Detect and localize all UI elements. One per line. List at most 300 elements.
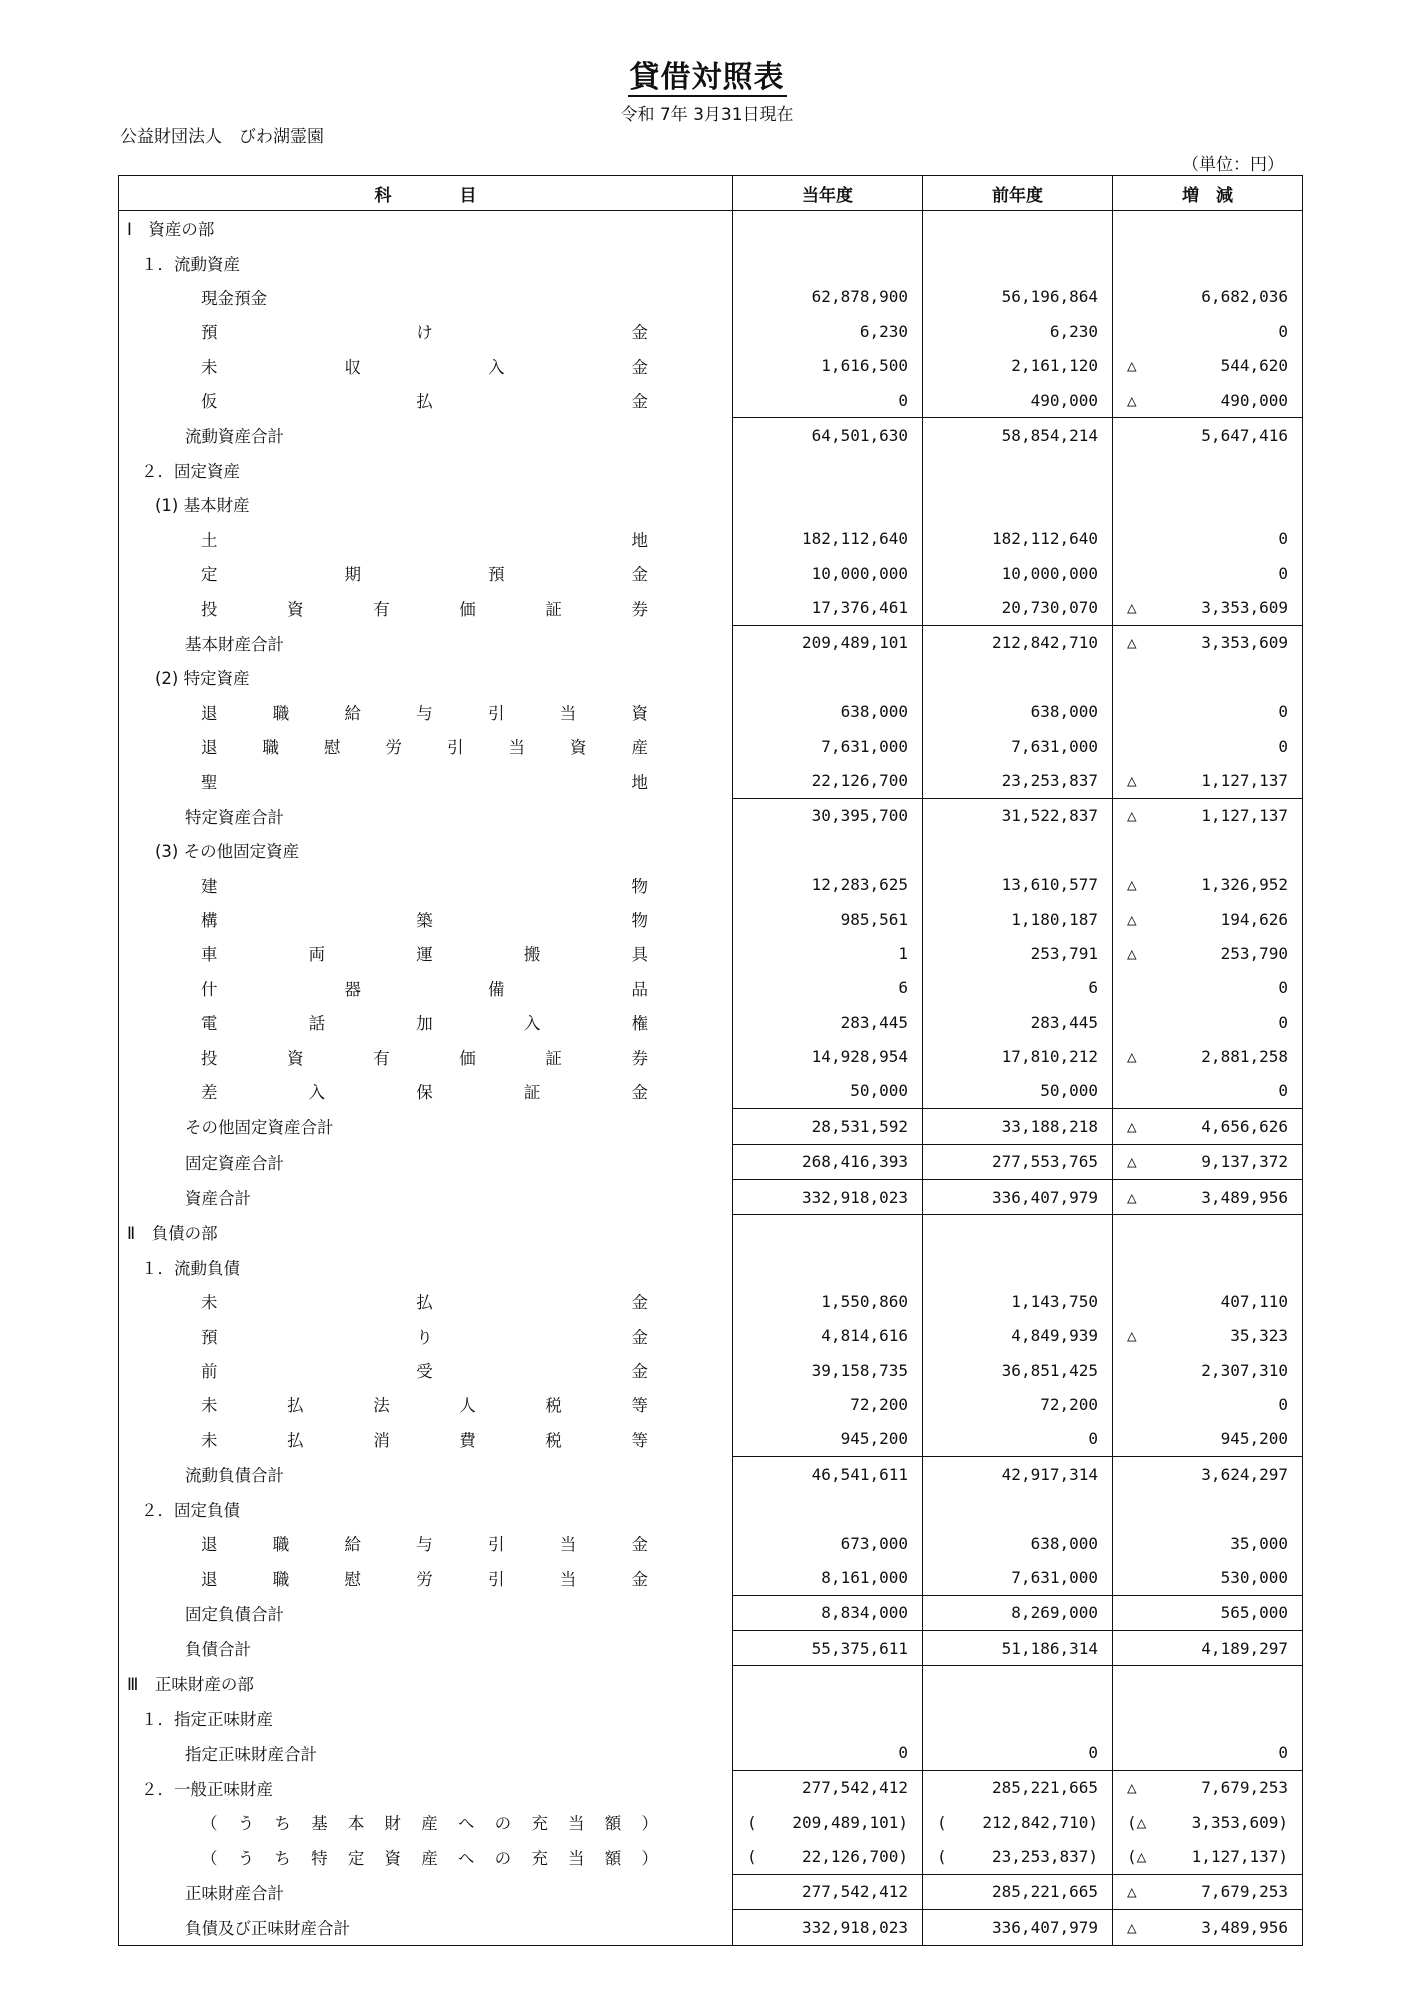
account-label-char: 投: [201, 599, 218, 619]
table-row: [119, 1284, 1303, 1318]
account-label-char: 収: [344, 357, 361, 377]
amount: 1,143,750: [1011, 1291, 1098, 1311]
previous-year-value: [923, 1319, 1113, 1353]
current-year-value: [733, 1250, 923, 1284]
account-label: [119, 833, 733, 867]
account-label: [119, 556, 733, 590]
account-label-char: 当: [559, 1535, 577, 1555]
account-label-char: 入: [488, 357, 505, 377]
amount: 30,395,700: [811, 806, 908, 826]
account-label: [119, 798, 733, 833]
current-year-value: [733, 1179, 923, 1214]
account-label-char: 特: [311, 1848, 328, 1868]
account-label-text: Ⅲ 正味財産の部: [127, 1675, 254, 1695]
amount: 0: [1088, 1429, 1098, 1449]
account-label-char: 引: [488, 1535, 505, 1555]
negative-marker-icon: △: [1127, 770, 1137, 790]
amount: 332,918,023: [802, 1917, 908, 1937]
change-value: [1113, 660, 1303, 694]
amount: 17,376,461: [811, 597, 908, 617]
amount: 13,610,577: [1001, 875, 1098, 895]
current-year-value: [733, 383, 923, 418]
change-value: [1113, 1666, 1303, 1701]
amount: 46,541,611: [811, 1464, 908, 1484]
account-label-char: 入: [308, 1083, 326, 1103]
account-label: [119, 1074, 733, 1109]
header-current-year: 当年度: [733, 176, 923, 211]
previous-year-value: [923, 418, 1113, 453]
amount: 212,842,710: [992, 633, 1098, 653]
table-row: [119, 1387, 1303, 1421]
account-label-char: 証: [545, 599, 562, 619]
account-label-char: 有: [373, 1048, 390, 1068]
account-label: [119, 625, 733, 660]
account-label-char: 引: [488, 703, 505, 723]
amount: 3,489,956: [1201, 1917, 1288, 1937]
amount: 33,188,218: [1001, 1116, 1098, 1136]
account-label-char: 器: [344, 979, 361, 999]
account-label-char: 権: [631, 1014, 648, 1034]
current-year-value: [733, 1770, 923, 1805]
account-label-char: う: [237, 1814, 255, 1834]
account-label-char: 資: [384, 1848, 402, 1868]
account-label-char: 土: [201, 530, 218, 550]
account-label-char: 構: [201, 911, 218, 930]
account-label-char: 金: [631, 565, 648, 585]
change-value: [1113, 522, 1303, 556]
amount: 212,842,710): [982, 1812, 1098, 1832]
account-label: [119, 280, 733, 314]
change-value: [1113, 1839, 1303, 1874]
previous-year-value: [923, 1422, 1113, 1457]
amount: 0: [1088, 1742, 1098, 1762]
change-value: [1113, 1387, 1303, 1421]
account-label-char: 券: [631, 599, 648, 619]
change-value: [1113, 936, 1303, 970]
change-value: [1113, 1457, 1303, 1492]
account-label-char: 期: [344, 565, 361, 585]
account-label-text: Ⅱ 負債の部: [127, 1224, 218, 1244]
account-label-char: 払: [287, 1396, 304, 1416]
change-value: [1113, 1770, 1303, 1805]
account-label-char: ）: [641, 1848, 658, 1868]
account-label-char: 給: [344, 1535, 361, 1555]
previous-year-value: [923, 729, 1113, 763]
current-year-value: [733, 1457, 923, 1492]
account-label: [119, 383, 733, 418]
account-label-text: 流動資産合計: [185, 427, 284, 447]
account-label: [119, 1179, 733, 1214]
account-label-text: 特定資産合計: [185, 807, 284, 827]
amount: 3,353,609: [1201, 633, 1288, 653]
current-year-value: [733, 1144, 923, 1179]
current-year-value: [733, 556, 923, 590]
amount: 50,000: [1040, 1081, 1098, 1101]
amount: 1,326,952: [1201, 875, 1288, 895]
account-label-char: 加: [416, 1014, 433, 1034]
account-label: [119, 1422, 733, 1457]
amount: 58,854,214: [1001, 426, 1098, 446]
amount: 2,161,120: [1011, 356, 1098, 376]
amount: 22,126,700: [811, 770, 908, 790]
previous-year-value: [923, 1839, 1113, 1874]
account-label-char: り: [416, 1327, 433, 1347]
amount: 1,127,137): [1191, 1847, 1288, 1867]
current-year-value: [733, 590, 923, 625]
negative-marker-icon: △: [1127, 356, 1137, 376]
amount: 31,522,837: [1001, 806, 1098, 826]
account-label-char: 退: [201, 703, 218, 723]
account-label-char: 車: [201, 945, 218, 965]
account-label-text: 負債合計: [185, 1640, 251, 1660]
table-row: [119, 729, 1303, 763]
amount: 7,679,253: [1201, 1778, 1288, 1798]
change-value: [1113, 971, 1303, 1005]
table-row: [119, 1109, 1303, 1144]
amount: 490,000: [1030, 390, 1098, 410]
table-row: [119, 902, 1303, 936]
amount: 0: [1278, 1394, 1288, 1414]
amount: 2,307,310: [1201, 1360, 1288, 1380]
change-value: [1113, 1144, 1303, 1179]
previous-year-value: [923, 833, 1113, 867]
change-value: [1113, 798, 1303, 833]
previous-year-value: [923, 1735, 1113, 1770]
amount: 0: [1278, 563, 1288, 583]
table-row: [119, 1457, 1303, 1492]
previous-year-value: [923, 971, 1113, 1005]
table-row: [119, 1770, 1303, 1805]
account-label-char: 法: [373, 1396, 390, 1416]
table-row: [119, 556, 1303, 590]
account-label-spread: [201, 700, 718, 724]
previous-year-value: [923, 1457, 1113, 1492]
previous-year-value: [923, 1109, 1113, 1144]
account-label-char: 税: [545, 1396, 562, 1416]
open-paren: (: [937, 1812, 947, 1832]
account-label-char: 建: [201, 876, 218, 896]
table-row: [119, 1353, 1303, 1387]
account-label-char: 預: [488, 565, 505, 585]
table-row: [119, 1491, 1303, 1525]
account-label: [119, 487, 733, 521]
table-row: [119, 1526, 1303, 1560]
account-label-char: 費: [459, 1431, 476, 1451]
account-label-char: 本: [347, 1814, 365, 1834]
amount: 42,917,314: [1001, 1464, 1098, 1484]
negative-marker-icon: △: [1127, 806, 1137, 826]
current-year-value: [733, 1074, 923, 1109]
account-label-text: 正味財産合計: [185, 1883, 284, 1903]
amount: 285,221,665: [992, 1882, 1098, 1902]
account-label: [119, 1910, 733, 1945]
account-label-char: 保: [416, 1083, 433, 1103]
current-year-value: [733, 1491, 923, 1525]
amount: 4,814,616: [821, 1326, 908, 1346]
current-year-value: [733, 763, 923, 798]
previous-year-value: [923, 522, 1113, 556]
amount: 0: [1278, 702, 1288, 722]
change-value: [1113, 1910, 1303, 1945]
header-account: 科 目: [119, 176, 733, 211]
table-row: [119, 280, 1303, 314]
account-label-char: へ: [457, 1848, 475, 1868]
unit-label: （単位：円）: [1182, 155, 1284, 175]
table-row: [119, 1144, 1303, 1179]
amount: 0: [1278, 1742, 1288, 1762]
previous-year-value: [923, 1179, 1113, 1214]
change-value: [1113, 1179, 1303, 1214]
account-label: [119, 902, 733, 936]
account-label: [119, 694, 733, 728]
amount: 51,186,314: [1001, 1638, 1098, 1658]
account-label-char: 品: [631, 979, 648, 999]
account-label-char: 充: [531, 1848, 548, 1868]
change-value: [1113, 1560, 1303, 1595]
previous-year-value: [923, 902, 1113, 936]
account-label: [119, 1631, 733, 1666]
previous-year-value: [923, 1805, 1113, 1839]
amount: 8,161,000: [821, 1567, 908, 1587]
account-label-char: 払: [416, 1293, 433, 1313]
account-label-char: 前: [201, 1362, 218, 1382]
amount: 0: [1278, 978, 1288, 998]
previous-year-value: [923, 625, 1113, 660]
account-label-spread: [201, 734, 718, 758]
account-label-text: 負債及び正味財産合計: [185, 1919, 350, 1939]
negative-marker-icon: △: [1127, 1326, 1137, 1346]
table-row: [119, 763, 1303, 798]
table-row: [119, 867, 1303, 901]
account-label-spread: [201, 1010, 718, 1034]
account-label: [119, 1770, 733, 1805]
table-row: [119, 383, 1303, 418]
amount: 23,253,837): [992, 1847, 1098, 1867]
change-value: [1113, 349, 1303, 383]
current-year-value: [733, 1874, 923, 1909]
account-label-char: 慰: [324, 738, 341, 758]
previous-year-value: [923, 660, 1113, 694]
change-value: [1113, 1701, 1303, 1735]
header-change: 増 減: [1113, 176, 1303, 211]
previous-year-value: [923, 1595, 1113, 1630]
account-label-char: 与: [416, 1535, 433, 1555]
table-row: [119, 1631, 1303, 1666]
account-label-char: 払: [416, 392, 433, 412]
amount: 7,631,000: [821, 736, 908, 756]
table-row: [119, 833, 1303, 867]
account-label-char: 労: [416, 1569, 433, 1589]
account-label-char: の: [494, 1848, 512, 1868]
previous-year-value: [923, 349, 1113, 383]
account-label-spread: [201, 1845, 718, 1869]
amount: 490,000: [1220, 390, 1288, 410]
negative-marker-icon: △: [1127, 633, 1137, 653]
previous-year-value: [923, 314, 1113, 348]
amount: 7,631,000: [1011, 736, 1098, 756]
account-label: [119, 1353, 733, 1387]
amount: 10,000,000: [811, 563, 908, 583]
table-row: [119, 1215, 1303, 1250]
previous-year-value: [923, 763, 1113, 798]
previous-year-value: [923, 1250, 1113, 1284]
account-label-char: 給: [344, 703, 361, 723]
account-label-char: 金: [631, 323, 648, 343]
current-year-value: [733, 798, 923, 833]
amount: 10,000,000: [1001, 563, 1098, 583]
table-row: [119, 971, 1303, 1005]
amount: 0: [1278, 1081, 1288, 1101]
account-label-char: 払: [287, 1431, 304, 1451]
account-label-char: ち: [274, 1848, 291, 1868]
account-label-char: 当: [508, 738, 525, 758]
account-label-char: ）: [641, 1814, 658, 1834]
account-label-char: 未: [201, 1431, 218, 1451]
account-label: [119, 1839, 733, 1874]
table-row: [119, 418, 1303, 453]
amount: 72,200: [1040, 1394, 1098, 1414]
account-label-char: 金: [631, 1293, 648, 1313]
account-label-spread: [201, 907, 718, 931]
current-year-value: [733, 522, 923, 556]
change-value: [1113, 1805, 1303, 1839]
previous-year-value: [923, 1387, 1113, 1421]
amount: 209,489,101: [802, 633, 908, 653]
account-label: [119, 1215, 733, 1250]
current-year-value: [733, 1387, 923, 1421]
table-row: [119, 1805, 1303, 1839]
account-label-spread: [201, 354, 718, 378]
table-row: [119, 936, 1303, 970]
table-row: [119, 1595, 1303, 1630]
account-label-char: 労: [385, 738, 402, 758]
current-year-value: [733, 1422, 923, 1457]
amount: 277,553,765: [992, 1152, 1098, 1172]
account-label: [119, 1457, 733, 1492]
account-label-char: 等: [631, 1396, 648, 1416]
previous-year-value: [923, 1701, 1113, 1735]
table-row: [119, 1874, 1303, 1909]
table-row: [119, 349, 1303, 383]
table-row: [119, 453, 1303, 487]
account-label-char: 電: [201, 1014, 218, 1034]
change-value: [1113, 1109, 1303, 1144]
amount: 673,000: [840, 1533, 908, 1553]
account-label-text: 固定負債合計: [185, 1604, 284, 1624]
account-label-char: 消: [373, 1431, 390, 1451]
account-label-char: 金: [631, 1535, 648, 1555]
amount: 268,416,393: [802, 1152, 908, 1172]
current-year-value: [733, 833, 923, 867]
change-value: [1113, 1595, 1303, 1630]
amount: 4,189,297: [1201, 1638, 1288, 1658]
account-label-text: 現金預金: [201, 288, 267, 308]
change-value: [1113, 1319, 1303, 1353]
negative-marker-icon: △: [1127, 390, 1137, 410]
account-label: [119, 1560, 733, 1595]
account-label-char: 産: [631, 738, 648, 758]
change-value: [1113, 833, 1303, 867]
previous-year-value: [923, 1144, 1113, 1179]
current-year-value: [733, 314, 923, 348]
account-label-char: 定: [347, 1848, 365, 1868]
account-label-spread: [201, 1324, 718, 1348]
negative-marker-icon: △: [1127, 1152, 1137, 1172]
account-label: [119, 1144, 733, 1179]
account-label-spread: [201, 1079, 718, 1103]
change-value: [1113, 280, 1303, 314]
amount: 72,200: [850, 1394, 908, 1414]
table-row: [119, 522, 1303, 556]
amount: 7,679,253: [1201, 1882, 1288, 1902]
change-value: [1113, 383, 1303, 418]
account-label-char: 預: [201, 323, 218, 343]
account-label-text: 固定資産合計: [185, 1153, 284, 1173]
negative-marker-icon: △: [1127, 875, 1137, 895]
current-year-value: [733, 729, 923, 763]
amount: 0: [1278, 529, 1288, 549]
current-year-value: [733, 1109, 923, 1144]
account-label-char: 預: [201, 1327, 218, 1347]
previous-year-value: [923, 1631, 1113, 1666]
table-row: [119, 487, 1303, 521]
account-label: [119, 1039, 733, 1073]
account-label-char: （: [201, 1814, 218, 1834]
amount: 9,137,372: [1201, 1152, 1288, 1172]
table-row: [119, 211, 1303, 246]
negative-marker-icon: △: [1127, 1778, 1137, 1798]
current-year-value: [733, 1560, 923, 1595]
account-label-char: （: [201, 1848, 218, 1868]
account-label-spread: [201, 976, 718, 1000]
previous-year-value: [923, 1666, 1113, 1701]
table-row: [119, 625, 1303, 660]
amount: 332,918,023: [802, 1187, 908, 1207]
amount: 638,000: [840, 702, 908, 722]
negative-marker-icon: △: [1127, 943, 1137, 963]
change-value: [1113, 453, 1303, 487]
current-year-value: [733, 1595, 923, 1630]
account-label-char: 当: [559, 1569, 577, 1589]
account-label-char: 資: [287, 1048, 304, 1068]
change-value: [1113, 245, 1303, 279]
account-label: [119, 1491, 733, 1525]
amount: 0: [1278, 736, 1288, 756]
account-label-spread: [201, 319, 718, 343]
change-value: [1113, 867, 1303, 901]
account-label: [119, 314, 733, 348]
amount: 277,542,412: [802, 1778, 908, 1798]
current-year-value: [733, 453, 923, 487]
account-label-char: 資: [631, 703, 648, 723]
amount: 985,561: [840, 909, 908, 929]
account-label-spread: [201, 1566, 718, 1590]
account-label-char: 額: [604, 1848, 622, 1868]
account-label-char: 証: [523, 1083, 541, 1103]
amount: 56,196,864: [1001, 287, 1098, 307]
account-label: [119, 936, 733, 970]
amount: 14,928,954: [811, 1047, 908, 1067]
amount: 283,445: [1030, 1012, 1098, 1032]
amount: 565,000: [1220, 1603, 1288, 1623]
account-label: [119, 590, 733, 625]
header-previous-year: 前年度: [923, 176, 1113, 211]
change-value: [1113, 1422, 1303, 1457]
change-value: [1113, 1491, 1303, 1525]
table-row: [119, 590, 1303, 625]
previous-year-value: [923, 1491, 1113, 1525]
account-label: [119, 867, 733, 901]
